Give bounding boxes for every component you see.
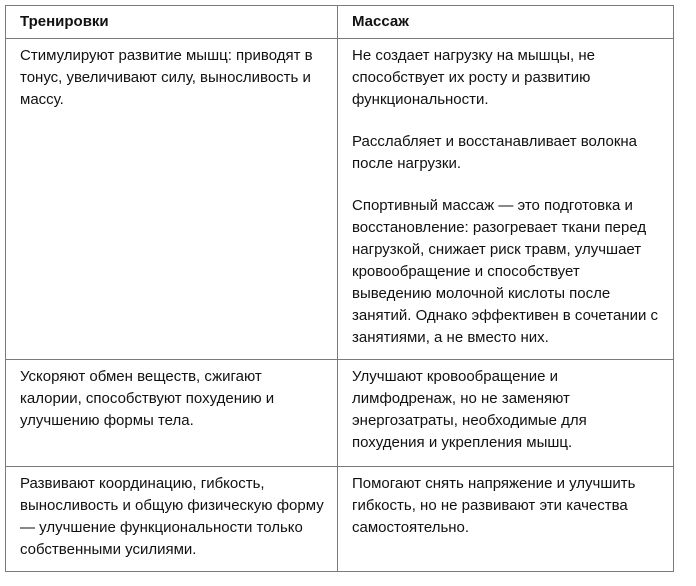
training-text: Развивают координацию, гибкость, выносливость и общую физическую форму — улучшение функциональности только собственными усилиями. (20, 475, 324, 558)
header-massage: Массаж (338, 6, 674, 39)
massage-text: Не создает нагрузку на мышцы, не способствует их росту и развитию функциональности. (352, 47, 596, 108)
massage-cell (338, 360, 674, 467)
training-cell (6, 39, 338, 360)
header-training: Тренировки (6, 6, 338, 39)
massage-cell (338, 39, 674, 360)
massage-text: Спортивный массаж — это подготовка и восстановление: разогревает ткани перед нагрузкой, снижает риск травм, улучшает кровообращение и способствует выведению молочной кислоты после занятий. Однако эффективен в сочетании с занятиями, а не вместо них. (352, 197, 659, 346)
comparison-table (5, 5, 674, 572)
massage-text: Расслабляет и восстанавливает волокна после нагрузки. (352, 133, 638, 172)
table-row (6, 39, 674, 360)
training-cell (6, 467, 338, 572)
table-row (6, 467, 674, 572)
training-cell (6, 360, 338, 467)
massage-text: Улучшают кровообращение и лимфодренаж, но не заменяют энергозатраты, необходимые для похудения и укрепления мышц. (352, 368, 587, 451)
training-text: Стимулируют развитие мышц: приводят в тонус, увеличивают силу, выносливость и массу. (20, 47, 313, 108)
massage-cell (338, 467, 674, 572)
header-row (6, 6, 674, 39)
massage-text: Помогают снять напряжение и улучшить гибкость, но не развивают эти качества самостоятельно. (352, 475, 636, 536)
training-text: Ускоряют обмен веществ, сжигают калории, способствуют похудению и улучшению формы тела. (20, 368, 275, 429)
table-row (6, 360, 674, 467)
